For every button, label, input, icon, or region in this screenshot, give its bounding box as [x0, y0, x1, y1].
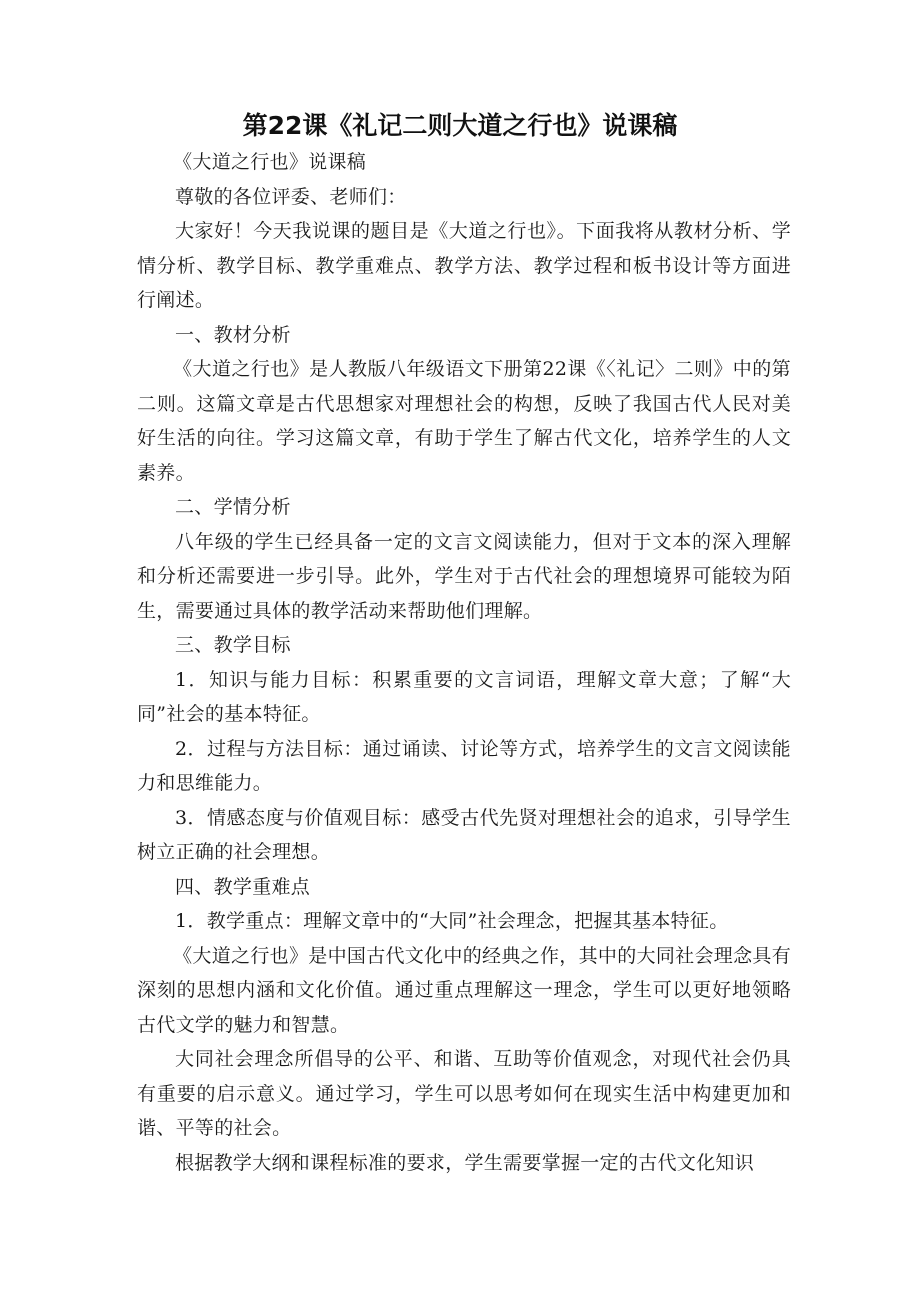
section-heading-teaching-goals: 三、教学目标	[175, 634, 291, 656]
subtitle-paragraph: 《大道之行也》说课稿	[173, 151, 367, 173]
section-heading-textbook-analysis: 一、教材分析	[175, 323, 291, 346]
intro-paragraph: 大家好！今天我说课的题目是《大道之行也》。下面我将从教材分析、学情分析、教学目标、教学重难点、教学方法、教学过程和板书设计等方面进行阐述。	[137, 220, 791, 311]
goal-item-2: 2．过程与方法目标：通过诵读、讨论等方式，培养学生的文言文阅读能力和思维能力。	[137, 737, 791, 794]
goal-item-1: 1．知识与能力目标：积累重要的文言词语，理解文章大意；了解“大同”社会的基本特征。	[137, 668, 791, 725]
goal-item-3: 3．情感态度与价值观目标：感受古代先贤对理想社会的追求，引导学生树立正确的社会理想。	[137, 806, 791, 863]
section-heading-key-points: 四、教学重难点	[175, 875, 311, 898]
key-point-explanation-1: 《大道之行也》是中国古代文化中的经典之作，其中的大同社会理念具有深刻的思想内涵和文化价值。通过重点理解这一理念，学生可以更好地领略古代文学的魅力和智慧。	[137, 944, 791, 1036]
student-analysis-paragraph: 八年级的学生已经具备一定的文言文阅读能力，但对于文本的深入理解和分析还需要进一步引导。此外，学生对于古代社会的理想境界可能较为陌生，需要通过具体的教学活动来帮助他们理解。	[137, 530, 791, 622]
key-point-explanation-2: 大同社会理念所倡导的公平、和谐、互助等价值观念，对现代社会仍具有重要的启示意义。通过学习，学生可以思考如何在现实生活中构建更加和谐、平等的社会。	[137, 1048, 791, 1139]
textbook-analysis-paragraph: 《大道之行也》是人教版八年级语文下册第22课《〈礼记〉二则》中的第二则。这篇文章是古代思想家对理想社会的构想，反映了我国古代人民对美好生活的向往。学习这篇文章，有助于学生了解古代文化，培养学生的人文素养。	[137, 358, 791, 484]
greeting-paragraph: 尊敬的各位评委、老师们：	[175, 185, 407, 208]
document-title: 第22课《礼记二则大道之行也》说课稿	[242, 111, 678, 140]
document-body	[137, 145, 791, 1180]
key-point-item-1: 1．教学重点：理解文章中的“大同”社会理念，把握其基本特征。	[175, 910, 729, 932]
section-heading-student-analysis: 二、学情分析	[175, 496, 291, 518]
key-point-explanation-3: 根据教学大纲和课程标准的要求，学生需要掌握一定的古代文化知识	[175, 1151, 755, 1174]
